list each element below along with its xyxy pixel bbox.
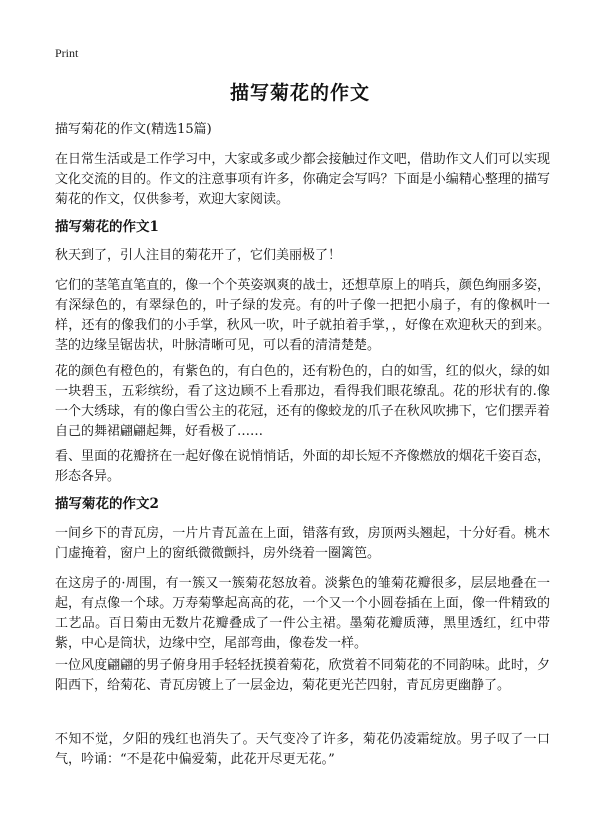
essay-1-paragraph: 花的颜色有橙色的，有紫色的，有白色的，还有粉色的，白的如雪，红的似火，绿的如一块碧玉，五彩缤纷，看了这边顾不上看那边，看得我们眼花缭乱。花的形状有的.像一个大绣球，有的像白雪公主的花冠，还有的像蛟龙的爪子在秋风吹拂下，它们摆弄着自己的舞裙翩翩起舞，好看极了…… [55, 364, 550, 439]
essay-2-paragraph: 在这房子的·周围，有一簇又一簇菊花怒放着。淡紫色的雏菊花瓣很多，层层地叠在一起，有点像一个球。万寿菊擎起高高的花，一个又一个小圆卷插在上面，像一件精致的工艺品。百日菊由无数片花瓣叠成了一件公主裙。墨菊花瓣质薄，黑里透红，红中带紫，中心是筒状，边缘中空，尾部弯曲，像卷发一样。 [55, 576, 550, 651]
essay-2-paragraph: 不知不觉，夕阳的残红也消失了。天气变冷了许多，菊花仍凌霜绽放。男子叹了一口气，吟诵：“不是花中偏爱菊，此花开尽更无花。” [55, 732, 550, 767]
essay-1-paragraph: 看、里面的花瓣挤在一起好像在说悄悄话，外面的却长短不齐像燃放的烟花千姿百态，形态各异。 [55, 449, 550, 484]
essay-1-heading: 描写菊花的作文1 [55, 219, 159, 235]
essay-1-paragraph: 秋天到了，引人注目的菊花开了，它们美丽极了！ [55, 248, 342, 263]
page-title: 描写菊花的作文 [229, 82, 370, 104]
essay-2-paragraph: 一位风度翩翩的男子俯身用手轻轻抚摸着菊花，欣赏着不同菊花的不同韵味。此时，夕阳西下，给菊花、青瓦房镀上了一层金边，菊花更光芒四射，青瓦房更幽静了。 [55, 658, 550, 693]
document-subtitle: 描写菊花的作文(精选15篇) [55, 122, 212, 137]
essay-2-paragraph: 一间乡下的青瓦房，一片片青瓦盖在上面，错落有致，房顶两头翘起，十分好看。桃木门虚掩着，窗户上的窗纸微微颤抖，房外绕着一圈篱笆。 [55, 526, 550, 561]
essay-1-paragraph: 它们的茎笔直笔直的，像一个个英姿飒爽的战士，还想草原上的哨兵，颜色绚丽多姿，有深绿色的，有翠绿色的，叶子绿的发亮。有的叶子像一把把小扇子，有的像枫叶一样，还有的像我们的小手掌，秋风一吹，叶子就拍着手掌，，好像在欢迎秋天的到来。茎的边缘呈锯齿状，叶脉清晰可见，可以看的清清楚楚。 [55, 278, 550, 353]
essay-2-heading: 描写菊花的作文2 [55, 496, 159, 512]
intro-paragraph: 在日常生活或是工作学习中，大家或多或少都会接触过作文吧，借助作文人们可以实现文化交流的目的。作文的注意事项有许多，你确定会写吗？下面是小编精心整理的描写菊花的作文，仅供参考，欢迎大家阅读。 [55, 152, 550, 207]
print-link[interactable]: Print [55, 46, 79, 60]
